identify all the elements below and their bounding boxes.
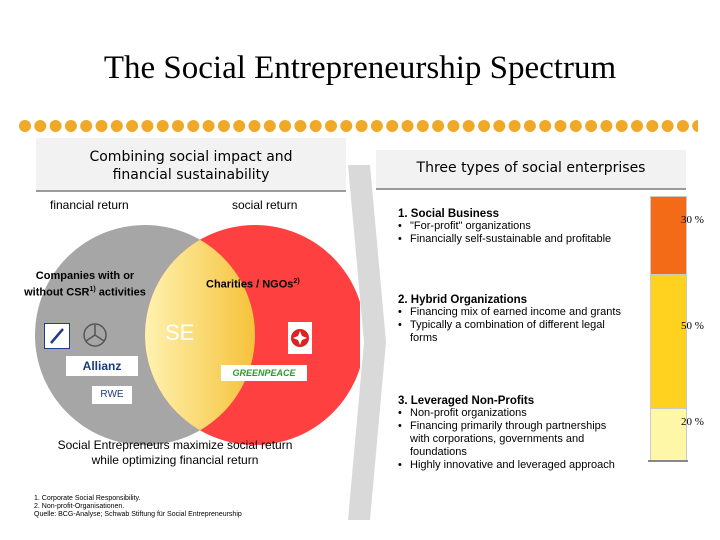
companies-label: Companies with or without CSR$^{1)}$ activities [24,270,146,299]
section-title: 3. Leveraged Non-Profits [398,395,535,407]
divider-dot [203,120,215,132]
page-title: The Social Entrepreneurship Spectrum [103,50,617,86]
rwe-logo: RWE [92,386,132,404]
financial-return-label: financial return [50,198,129,212]
share-bar-hybrid [650,274,687,410]
footnote-2: 2. Non-profit-Organisationen. [34,503,125,510]
social-return-label: social return [232,198,298,212]
divider-dot [417,120,429,132]
mercedes-logo [82,322,108,348]
divider-dot [585,120,597,132]
deutsche-bank-logo [44,323,70,349]
divider-dot [570,120,582,132]
divider-dot [509,120,521,132]
divider-dot [646,120,658,132]
se-label: SE [165,320,195,345]
maltese-cross-logo [288,322,312,354]
list-item: • "For-profit" organizations [398,220,643,233]
divider-dot [539,120,551,132]
divider-dot [50,120,62,132]
section-title: 1. Social Business [398,208,499,220]
greenpeace-logo: GREENPEACE [221,365,307,381]
divider-dot [478,120,490,132]
chevron-arrow-icon [348,165,388,520]
percent-leveraged: 20 % [681,416,704,428]
right-heading: Three types of social enterprises [416,160,646,176]
list-item: • Typically a combination of different legal forms [398,319,623,345]
divider-dot [218,120,230,132]
divider-dot [662,120,674,132]
share-bar-social-business [650,196,687,276]
footnote-1: 1. Corporate Social Responsibility. [34,495,141,502]
footnotes [34,495,242,519]
allianz-logo: Allianz [66,356,138,376]
divider-dot [325,120,337,132]
divider-dot [111,120,123,132]
divider-dot [19,120,31,132]
divider-dot [402,120,414,132]
divider-dot [555,120,567,132]
divider-dot [126,120,138,132]
divider-dot [264,120,276,132]
section-title: 2. Hybrid Organizations [398,294,528,306]
bar-baseline [648,460,688,462]
divider-dot [493,120,505,132]
section-hybrid-organizations [398,294,633,345]
charities-label: Charities / NGOs$^{2)}$ [206,278,300,291]
divider-dot [34,120,46,132]
divider-dot [141,120,153,132]
left-heading-line2: financial sustainability [112,167,270,183]
divider-dot [371,120,383,132]
divider-dot [65,120,77,132]
dotted-divider [18,118,698,134]
list-item: • Non-profit organizations [398,407,623,420]
divider-dot [524,120,536,132]
venn-caption: Social Entrepreneurs maximize social return while optimizing financial return [57,438,293,467]
divider-dot [677,120,689,132]
divider-dot [80,120,92,132]
divider-dot [340,120,352,132]
divider-dot [187,120,199,132]
divider-dot [631,120,643,132]
divider-dot [96,120,108,132]
percent-hybrid: 50 % [681,320,704,332]
section-leveraged-non-profits [398,395,630,472]
left-heading [36,148,346,184]
divider-dot [172,120,184,132]
divider-dot [432,120,444,132]
divider-dot [600,120,612,132]
list-item: • Financing primarily through partnerships with corporations, governments and foundations [398,420,623,459]
divider-dot [447,120,459,132]
divider-dot [692,120,698,132]
left-heading-line1: Combining social impact and [89,149,293,165]
percent-social-business: 30 % [681,214,704,226]
divider-dot [463,120,475,132]
divider-dot [249,120,261,132]
divider-dot [294,120,306,132]
divider-dot [616,120,628,132]
list-item: • Financially self-sustainable and profitable [398,233,643,246]
divider-dot [279,120,291,132]
source-note: Quelle: BCG-Analyse; Schwab Stiftung für Social Entrepreneurship [34,511,242,518]
section-social-business [398,208,643,246]
list-item: • Highly innovative and leveraged approach [398,459,623,472]
list-item: • Financing mix of earned income and grants [398,306,623,319]
divider-dot [157,120,169,132]
divider-dot [233,120,245,132]
divider-dot [310,120,322,132]
divider-dot [386,120,398,132]
divider-dot [356,120,368,132]
